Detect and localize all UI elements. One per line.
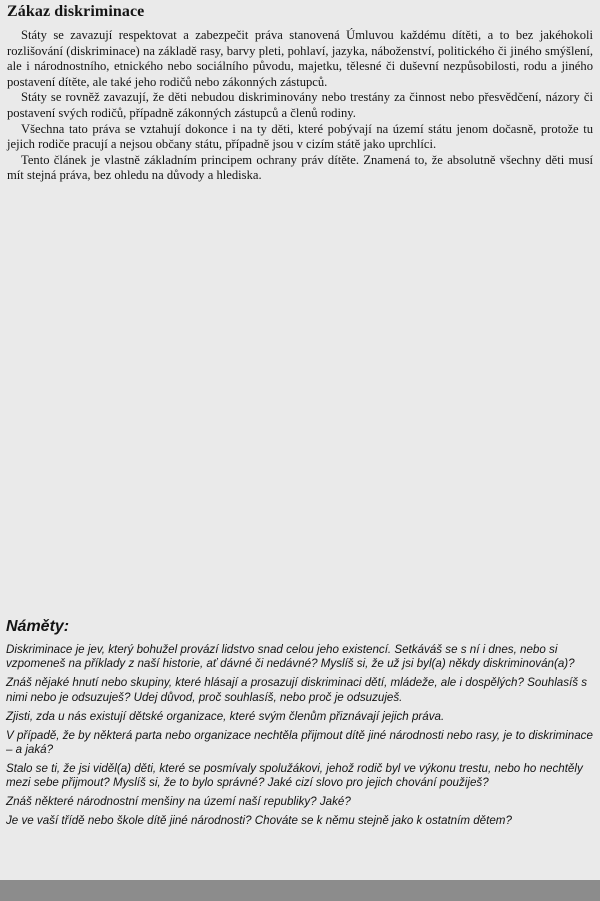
article-paragraph: Státy se rovněž zavazují, že děti nebudou diskriminovány nebo trestány za činnost nebo přesvědčení, názory či postavení svých rodičů, případně zákonných zástupců a členů rodiny. xyxy=(7,90,593,120)
idea-item: Znáš některé národnostní menšiny na území naší republiky? Jaké? xyxy=(6,795,351,809)
ideas-heading: Náměty: xyxy=(6,618,70,635)
bottom-band xyxy=(0,880,600,901)
ideas-section xyxy=(6,617,594,833)
article-title: Zákaz diskriminace xyxy=(7,3,145,20)
article-paragraph: Tento článek je vlastně základním principem ochrany práv dítěte. Znamená to, že absolutně všechny děti musí mít stejná práva, bez ohledu na důvody a hlediska. xyxy=(7,152,593,183)
idea-item: Zjisti, zda u nás existují dětské organizace, které svým členům přiznávají jejich práva. xyxy=(6,709,445,723)
article-paragraph: Státy se zavazují respektovat a zabezpečit práva stanovená Úmluvou každému dítěti, a to bez jakéhokoli rozlišování (diskriminace) na základě rasy, barvy pleti, pohlaví, jazyka, náboženství, politického či jiného smýšlení, ale i národnostního, etnického nebo sociálního původu, majetku, tělesné či duševní nezpůsobilosti, rodu a jiného postavení dítěte, ale také jeho rodičů nebo zákonných zástupců. xyxy=(7,28,593,89)
idea-item: Stalo se ti, že jsi viděl(a) děti, které se posmívaly spolužákovi, jehož rodič byl ve výkonu trestu, nebo ho nechtěly mezi sebe přijmout? Myslíš si, že to bylo správné? Jaké cizí slovo pro jejich chování použiješ? xyxy=(6,761,583,790)
idea-item: Znáš nějaké hnutí nebo skupiny, které hlásají a prosazují diskriminaci dětí, mládeže, ale i dospělých? Souhlasíš s nimi nebo je odsuzuješ? Udej důvod, proč souhlasíš, nebo proč je odsuzuješ. xyxy=(6,676,588,704)
idea-item: Je ve vaší třídě nebo škole dítě jiné národnosti? Chováte se k němu stejně jako k ostatním dětem? xyxy=(6,814,512,828)
idea-item: Diskriminace je jev, který bohužel provází lidstvo snad celou jeho existencí. Setkáváš se s ní i dnes, nebo si vzpomeneš na příklady z naší historie, ať dávné či nedávné? Myslíš si, že už jsi byl(a) někdy diskriminován(a)? xyxy=(6,643,575,671)
idea-item: V případě, že by některá parta nebo organizace nechtěla přijmout dítě jiné národnosti nebo rasy, je to diskriminace – a jaká? xyxy=(6,728,593,756)
article-paragraph: Všechna tato práva se vztahují dokonce i na ty děti, které pobývají na území státu jenom dočasně, protože tu jejich rodiče pracují a nejsou občany státu, případně jsou v cizím státě jako uprchlíci. xyxy=(7,121,593,152)
article-section xyxy=(7,3,593,184)
